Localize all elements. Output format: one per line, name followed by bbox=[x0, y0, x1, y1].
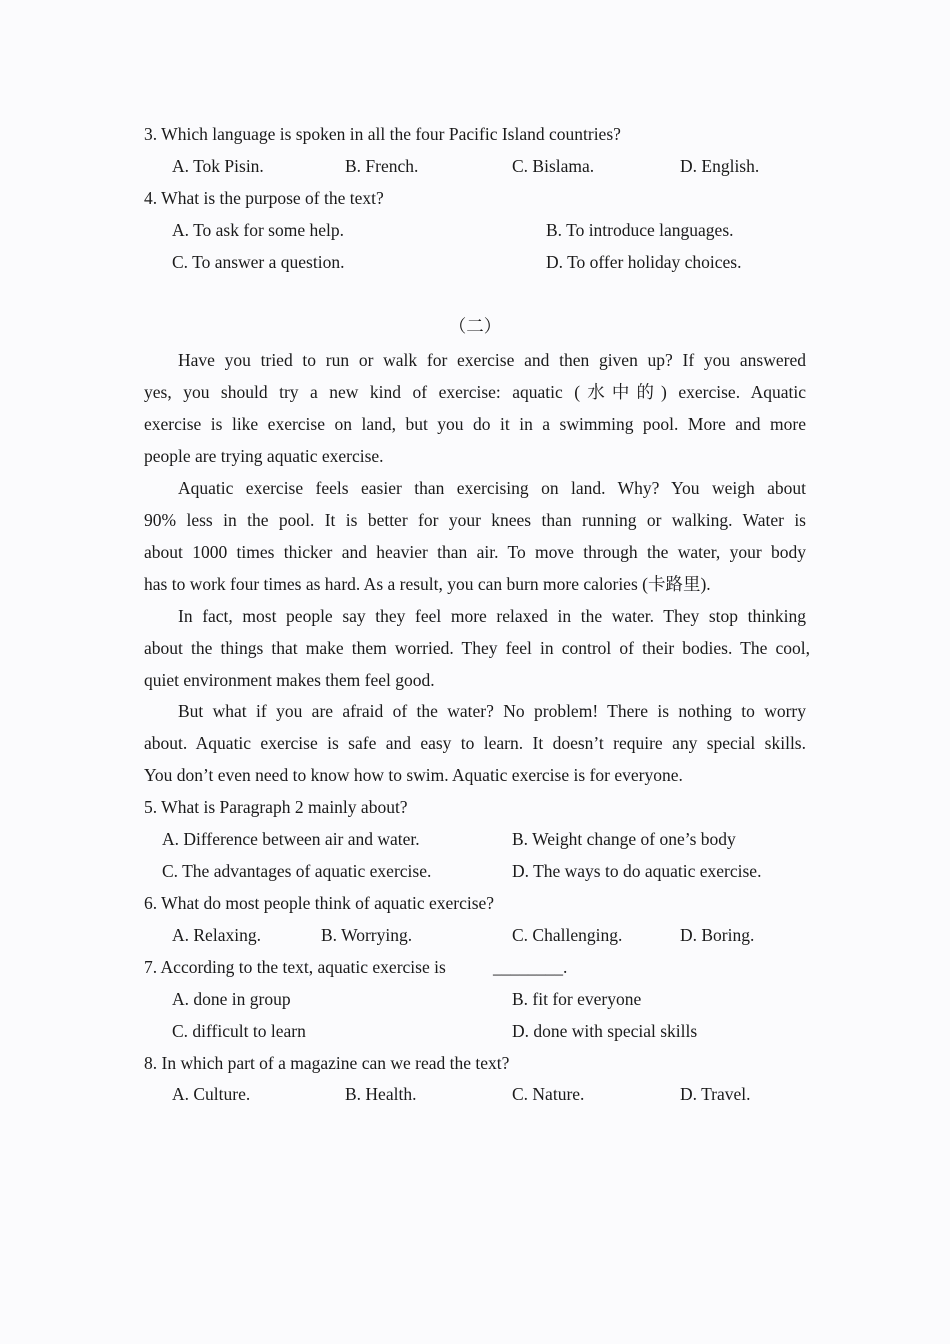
q6-option-a: A. Relaxing. bbox=[172, 925, 261, 945]
q4-option-b: B. To introduce languages. bbox=[546, 220, 734, 240]
passage-line: exercise is like exercise on land, but you do it in a swimming pool. More and more bbox=[144, 414, 806, 434]
q8-option-b: B. Health. bbox=[345, 1084, 417, 1104]
q7-option-b: B. fit for everyone bbox=[512, 989, 642, 1009]
passage-line: quiet environment makes them feel good. bbox=[144, 670, 435, 690]
q8-option-a: A. Culture. bbox=[172, 1084, 251, 1104]
q5-option-c: C. The advantages of aquatic exercise. bbox=[162, 861, 432, 881]
q4-option-d: D. To offer holiday choices. bbox=[546, 252, 742, 272]
q5-option-d: D. The ways to do aquatic exercise. bbox=[512, 861, 762, 881]
question-7-stem: 7. According to the text, aquatic exercise is bbox=[144, 957, 446, 977]
passage-line: 90% less in the pool. It is better for your knees than running or walking. Water is bbox=[144, 510, 806, 530]
question-4-stem: 4. What is the purpose of the text? bbox=[144, 188, 384, 208]
q3-option-d: D. English. bbox=[680, 156, 760, 176]
passage-line: yes, you should try a new kind of exercise: aquatic (水中的) exercise. Aquatic bbox=[144, 382, 806, 402]
q3-option-a: A. Tok Pisin. bbox=[172, 156, 264, 176]
q5-option-b: B. Weight change of one’s body bbox=[512, 829, 736, 849]
q5-option-a: A. Difference between air and water. bbox=[162, 829, 420, 849]
q7-option-d: D. done with special skills bbox=[512, 1021, 698, 1041]
question-6-stem: 6. What do most people think of aquatic exercise? bbox=[144, 893, 495, 913]
q6-option-b: B. Worrying. bbox=[321, 925, 413, 945]
q3-option-b: B. French. bbox=[345, 156, 419, 176]
q3-option-c: C. Bislama. bbox=[512, 156, 595, 176]
passage-line: Have you tried to run or walk for exercise and then given up? If you answered bbox=[178, 350, 806, 370]
passage-line: about the things that make them worried. They feel in control of their bodies. The cool, bbox=[144, 638, 810, 658]
passage-line: In fact, most people say they feel more relaxed in the water. They stop thinking bbox=[178, 606, 806, 626]
passage-line: Aquatic exercise feels easier than exercising on land. Why? You weigh about bbox=[178, 478, 806, 498]
question-3-stem: 3. Which language is spoken in all the four Pacific Island countries? bbox=[144, 124, 621, 144]
q4-option-a: A. To ask for some help. bbox=[172, 220, 344, 240]
passage-line: about. Aquatic exercise is safe and easy to learn. It doesn’t require any special skills. bbox=[144, 733, 806, 753]
question-5-stem: 5. What is Paragraph 2 mainly about? bbox=[144, 797, 408, 817]
passage-line: But what if you are afraid of the water? No problem! There is nothing to worry bbox=[178, 701, 806, 721]
question-8-stem: 8. In which part of a magazine can we read the text? bbox=[144, 1053, 510, 1073]
q8-option-d: D. Travel. bbox=[680, 1084, 751, 1104]
q4-option-c: C. To answer a question. bbox=[172, 252, 345, 272]
q7-option-a: A. done in group bbox=[172, 989, 291, 1009]
section-heading: （二） bbox=[448, 316, 502, 336]
passage-line: about 1000 times thicker and heavier than air. To move through the water, your body bbox=[144, 542, 806, 562]
q6-option-c: C. Challenging. bbox=[512, 925, 623, 945]
q7-answer-blank: ________. bbox=[493, 957, 568, 977]
q7-option-c: C. difficult to learn bbox=[172, 1021, 306, 1041]
passage-line: has to work four times as hard. As a result, you can burn more calories (卡路里). bbox=[144, 574, 711, 594]
passage-line: You don’t even need to know how to swim. Aquatic exercise is for everyone. bbox=[144, 765, 683, 785]
q6-option-d: D. Boring. bbox=[680, 925, 755, 945]
passage-line: people are trying aquatic exercise. bbox=[144, 446, 384, 466]
q8-option-c: C. Nature. bbox=[512, 1084, 585, 1104]
